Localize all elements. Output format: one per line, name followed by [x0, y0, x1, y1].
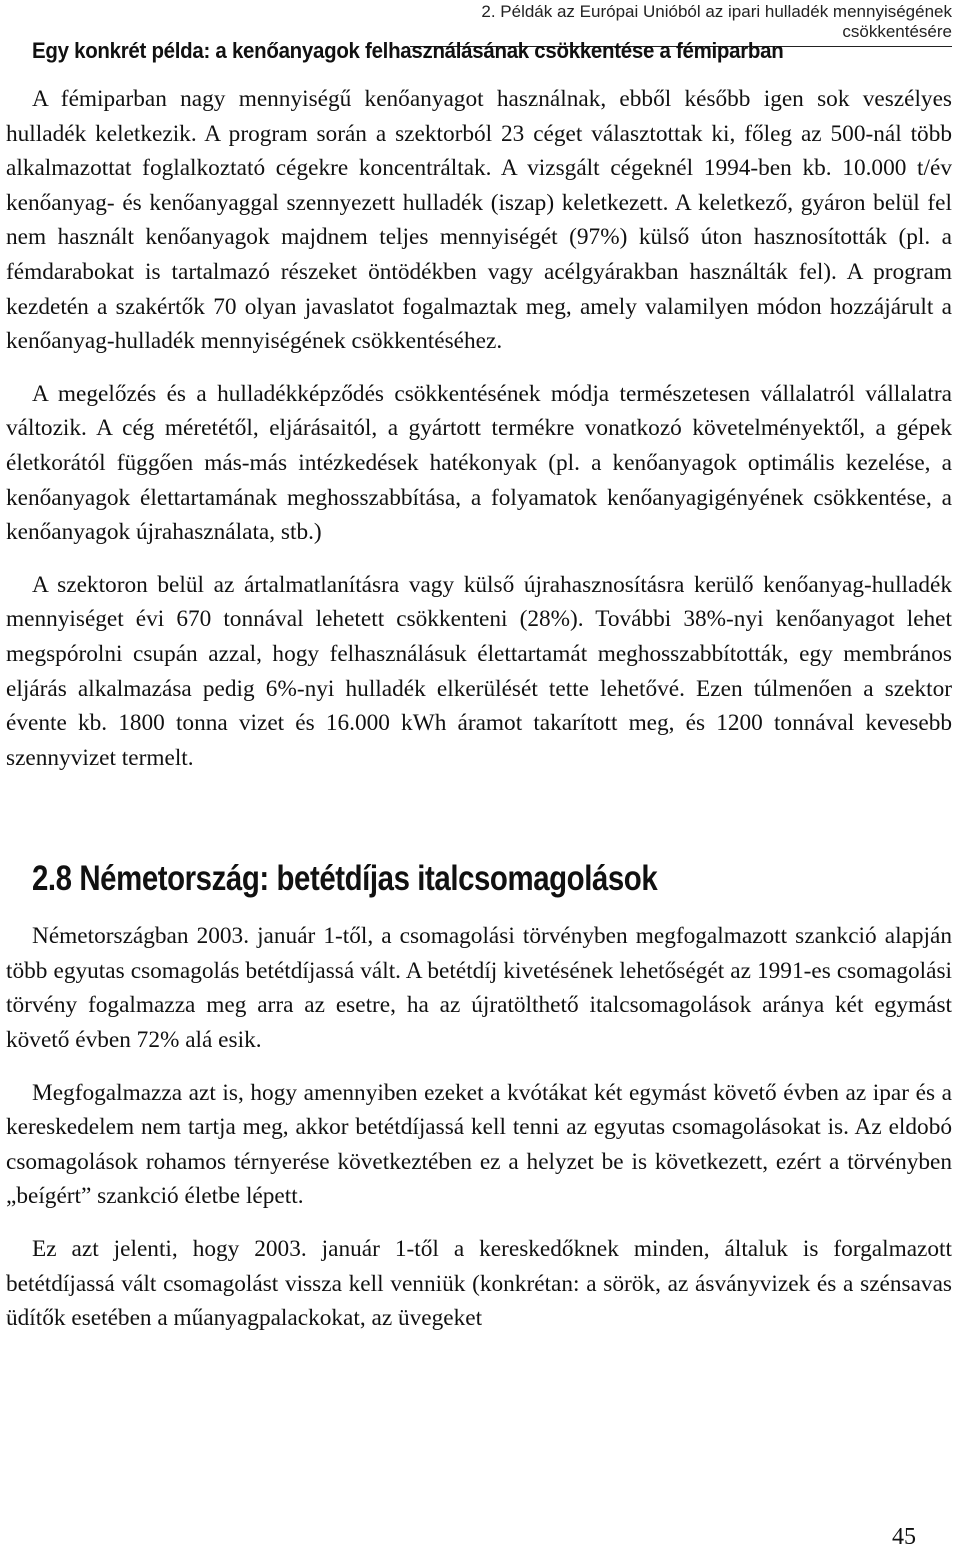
- section-paragraph-3: A szektoron belül az ártalmatlanításra vagy külső újrahasznosításra kerülő kenőanyag-hulladék mennyiséget évi 670 tonnával lehetett csökkenteni (28%). További 38%-nyi kenőanyagot lehet megspórolni csupán azzal, hogy felhasználásuk élettartamát meghosszabbították, egy membrános eljárás alkalmazása pedig 6%-nyi hulladék elkerülését tette lehetővé. Ezen túlmenően a szektor évente kb. 1800 tonna vizet és 16.000 kWh áramot takarított meg, és 1200 tonnával kevesebb szennyvizet termelt.: [6, 571, 952, 771]
- section-paragraph-2: A megelőzés és a hulladékképződés csökkentésének módja természetesen vállalatról vállalatra változik. A cég méretétől, eljárásaitól, a gyártott termékre vonatkozó követelményektől, a gépek életkorától függően más-más intézkedések hatékonyak (pl. a kenőanyagok optimális kezelése, a kenőanyagok élettartamának meghosszabbítása, a folyamatok kenőanyagigényének csökkentése, a kenőanyagok újrahasználata, stb.): [6, 380, 952, 546]
- chapter-title: 2.8 Németország: betétdíjas italcsomagolások: [32, 859, 658, 899]
- section-title: Egy konkrét példa: a kenőanyagok felhasználásának csökkentése a fémiparban: [32, 38, 784, 63]
- section-paragraph-1: A fémiparban nagy mennyiségű kenőanyagot használnak, ebből később igen sok veszélyes hulladék keletkezik. A program során a szektorból 23 céget választottak ki, főleg az 500-nál több alkalmazottat foglalkoztató cégekre koncentráltak. A vizsgált cégeknél 1994-ben kb. 10.000 t/év kenőanyag- és kenőanyaggal szennyezett hulladék (iszap) keletkezett. A keletkező, gyáron belül fel nem használt kenőanyagok majdnem teljes mennyiségét (97%) külső úton hasznosították (pl. a fémdarabokat is tartalmazó részeket öntödékben vagy acélgyárakban használták fel). A program kezdetén a szakértők 70 olyan javaslatot fogalmaztak meg, amely valamilyen módon hozzájárult a kenőanyag-hulladék mennyiségének csökkentéséhez.: [6, 86, 952, 355]
- page-body: [6, 38, 952, 1354]
- chapter-paragraph-2: Megfogalmazza azt is, hogy amennyiben ezeket a kvótákat két egymást követő évben az ipar és a kereskedelem nem tartja meg, akkor betétdíjassá kell tenni az egyutas csomagolásokat is. Az eldobó csomagolások rohamos térnyerése következtében ez a helyzet be is következett, ezért a törvényben „beígért” szankció életbe lépett.: [6, 1079, 952, 1210]
- chapter-paragraph-3: Ez azt jelenti, hogy 2003. január 1-től a kereskedőknek minden, általuk is forgalmazott betétdíjassá vált csomagolást vissza kell venniük (konkrétan: a sörök, az ásványvizek és a szénsavas üdítők esetében a műanyagpalackokat, az üvegeket: [6, 1236, 952, 1332]
- running-header: 2. Példák az Európai Unióból az ipari hulladék mennyiségének csökkentésére: [410, 2, 952, 47]
- page-number: 45: [892, 1524, 916, 1550]
- chapter-paragraph-1: Németországban 2003. január 1-től, a csomagolási törvényben megfogalmazott szankció alapján több egyutas csomagolás betétdíjassá vált. A betétdíj kivetésének lehetőségét az 1991-es csomagolási törvény fogalmazza meg arra az esetre, ha az újratölthető italcsomagolások aránya két egymást követő évben 72% alá esik.: [6, 923, 952, 1054]
